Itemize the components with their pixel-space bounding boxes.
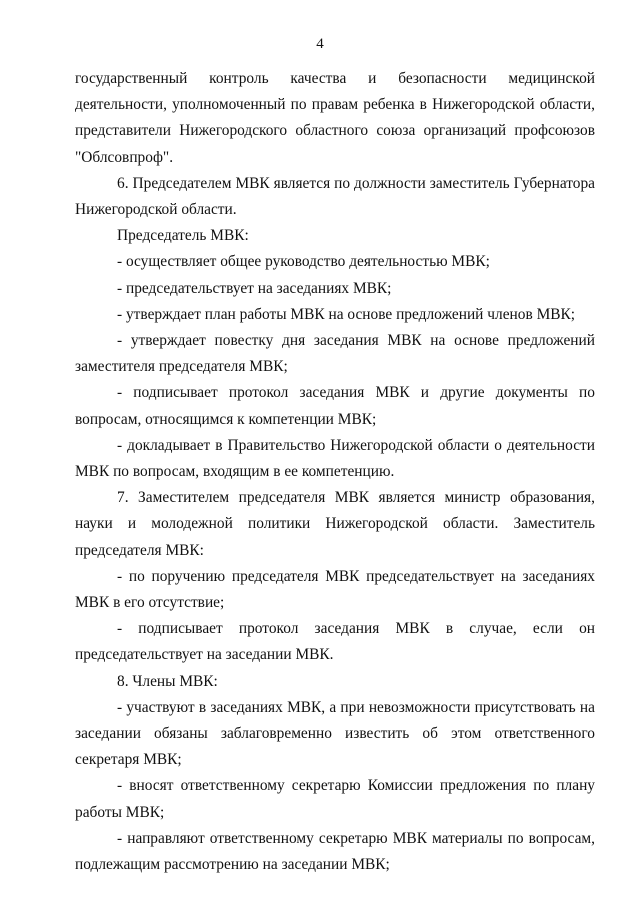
list-item: - направляют ответственному секретарю МВК материалы по вопросам, подлежащим рассмотрению на заседании МВК; [75, 829, 595, 874]
document-body [75, 66, 595, 878]
list-item: - участвуют в заседаниях МВК, а при невозможности присутствовать на заседании обязаны заблаговременно известить об этом ответственного секретаря МВК; [75, 698, 595, 769]
paragraph-chairman-heading: Председатель МВК: [117, 227, 249, 245]
list-item: - по поручению председателя МВК председательствует на заседаниях МВК в его отсутствие; [75, 567, 595, 612]
list-item: - докладывает в Правительство Нижегородской области о деятельности МВК по вопросам, входящим в ее компетенцию. [75, 436, 595, 481]
paragraph-item-6: 6. Председателем МВК является по должности заместитель Губернатора Нижегородской области. [75, 174, 595, 219]
list-item: - осуществляет общее руководство деятельностью МВК; [117, 253, 490, 271]
list-item: - председательствует на заседаниях МВК; [117, 279, 392, 297]
list-item: - подписывает протокол заседания МВК в случае, если он председательствует на заседании МВК. [75, 620, 595, 664]
paragraph-continuation: государственный контроль качества и безопасности медицинской деятельности, уполномоченный по правам ребенка в Нижегородской области, представители Нижегородского областного союза организаций профсоюзов "Облсовпроф". [75, 70, 595, 166]
page-number: 4 [316, 36, 324, 52]
paragraph-item-8: 8. Члены МВК: [117, 672, 218, 690]
list-item: - утверждает план работы МВК на основе предложений членов МВК; [117, 305, 576, 323]
list-item: - вносят ответственному секретарю Комиссии предложения по плану работы МВК; [75, 777, 595, 821]
list-item: - подписывает протокол заседания МВК и другие документы по вопросам, относящимся к компетенции МВК; [75, 384, 595, 428]
list-item: - утверждает повестку дня заседания МВК на основе предложений заместителя председателя МВК; [75, 332, 595, 376]
paragraph-item-7: 7. Заместителем председателя МВК является министр образования, науки и молодежной политики Нижегородской области. Заместитель председателя МВК: [75, 489, 595, 559]
